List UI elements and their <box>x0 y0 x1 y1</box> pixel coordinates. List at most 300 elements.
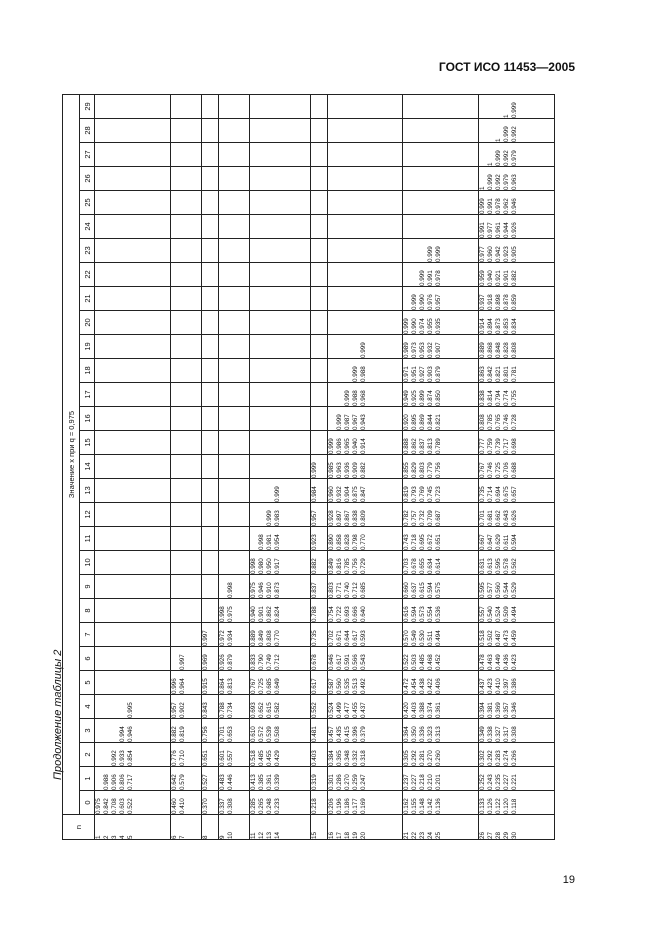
cell-value: 0.991 <box>427 270 435 286</box>
cell-value: 0.756 <box>202 726 210 742</box>
cell-value: 1 <box>487 162 495 166</box>
table-cell <box>479 623 555 647</box>
cell-value <box>479 119 487 142</box>
cell-value: 0.573 <box>419 606 427 622</box>
cell-value: 0.509 <box>503 606 511 622</box>
cell-value: 0.999 <box>495 150 503 166</box>
cell-value <box>95 719 103 742</box>
n-value: 13 <box>266 831 274 839</box>
cell-value: 0.735 <box>479 486 487 502</box>
cell-value: 0.560 <box>335 678 343 694</box>
table-cell <box>403 551 479 575</box>
table-cell <box>202 119 219 143</box>
table-cell <box>95 599 171 623</box>
cell-value: 0.617 <box>351 630 359 646</box>
cell-value: 0.873 <box>274 582 282 598</box>
table-cell <box>479 527 555 551</box>
cell-value: 0.265 <box>258 798 266 814</box>
table-cell <box>218 479 249 503</box>
table-cell <box>327 119 403 143</box>
column-header-29: 29 <box>80 95 95 119</box>
cell-value: 0.527 <box>202 774 210 790</box>
cell-value: 0.889 <box>250 630 258 646</box>
cell-value: 0.745 <box>427 486 435 502</box>
table-body <box>95 95 555 840</box>
table-cell <box>479 359 555 383</box>
cell-value: 0.644 <box>343 630 351 646</box>
table-cell <box>327 791 403 815</box>
cell-value <box>328 359 336 382</box>
cell-value: 0.999 <box>479 198 487 214</box>
cell-value <box>258 479 266 502</box>
cell-value: 0.502 <box>487 630 495 646</box>
cell-value: 0.843 <box>202 702 210 718</box>
cell-value: 0.864 <box>218 678 226 694</box>
cell-value: 0.543 <box>359 654 367 670</box>
table-cell <box>479 599 555 623</box>
cell-value: 1 <box>479 186 487 190</box>
table-cell <box>403 143 479 167</box>
cell-value: 0.906 <box>111 774 118 790</box>
cell-value <box>250 479 258 502</box>
cell-value: 0.963 <box>335 462 343 478</box>
cell-value: 0.999 <box>335 414 343 430</box>
table-cell <box>218 551 249 575</box>
n-values-cell <box>311 815 328 840</box>
n-value: 30 <box>511 831 519 839</box>
cell-value: 0.789 <box>435 438 443 454</box>
cell-value: 1 <box>495 138 503 142</box>
cell-value: 0.957 <box>435 294 443 310</box>
cell-value: 0.803 <box>327 582 335 598</box>
cell-value: 0.928 <box>327 510 335 526</box>
table-cell <box>479 647 555 671</box>
cell-value: 0.681 <box>487 510 495 526</box>
column-header-23: 23 <box>80 239 95 263</box>
n-value: 24 <box>427 831 435 839</box>
table-cell <box>95 359 171 383</box>
cell-value: 0.901 <box>503 270 511 286</box>
cell-value <box>119 695 127 718</box>
cell-value: 0.643 <box>503 510 511 526</box>
cell-value: 0.977 <box>487 222 495 238</box>
n-value: 15 <box>311 831 319 839</box>
table-cell <box>250 239 311 263</box>
table-cell <box>479 455 555 479</box>
table-cell <box>479 119 555 143</box>
table-cell <box>202 431 219 455</box>
cell-value: 0.992 <box>495 174 503 190</box>
page-number: 19 <box>562 874 575 886</box>
column-header-27: 27 <box>80 143 95 167</box>
n-values-cell <box>250 815 311 840</box>
cell-value: 0.999 <box>411 294 419 310</box>
table-cell <box>218 143 249 167</box>
n-values-cell <box>218 815 249 840</box>
cell-value: 0.337 <box>218 798 226 814</box>
table-cell <box>250 335 311 359</box>
table-cell <box>250 479 311 503</box>
table-cell <box>327 383 403 407</box>
n-values-cell <box>327 815 403 840</box>
table-cell <box>479 167 555 191</box>
cell-value: 0.539 <box>266 726 274 742</box>
table-cell <box>403 407 479 431</box>
table-cell <box>479 95 555 119</box>
table-cell <box>202 359 219 383</box>
table-cell <box>327 143 403 167</box>
cell-value <box>479 143 487 166</box>
table-cell <box>218 503 249 527</box>
cell-value: 0.582 <box>274 702 282 718</box>
n-value: 22 <box>411 831 419 839</box>
cell-value: 0.413 <box>250 774 258 790</box>
cell-value: 0.999 <box>266 510 274 526</box>
n-column-header: n <box>63 815 95 840</box>
cell-value: 0.749 <box>266 654 274 670</box>
cell-value: 0.862 <box>411 438 419 454</box>
table-cell <box>311 311 328 335</box>
cell-value: 0.979 <box>511 150 519 166</box>
cell-value: 0.879 <box>226 654 234 670</box>
cell-value: 0.524 <box>327 702 335 718</box>
table-cell <box>95 431 171 455</box>
cell-value: 0.403 <box>411 702 419 718</box>
cell-value: 0.999 <box>511 102 519 118</box>
cell-value: 0.348 <box>343 750 351 766</box>
cell-value: 0.901 <box>258 606 266 622</box>
cell-value: 0.662 <box>495 510 503 526</box>
cell-value: 0.634 <box>427 558 435 574</box>
table-cell <box>403 767 479 791</box>
table-cell <box>202 719 219 743</box>
cell-value <box>111 719 119 742</box>
table-cell <box>311 191 328 215</box>
table-row-group <box>479 95 555 840</box>
table-cell <box>327 431 403 455</box>
cell-value: 0.984 <box>311 486 319 502</box>
table-cell <box>218 407 249 431</box>
cell-value: 0.971 <box>403 366 411 382</box>
cell-value: 0.472 <box>403 678 411 694</box>
cell-value: 0.712 <box>274 654 282 670</box>
cell-value: 0.957 <box>311 510 319 526</box>
n-value: 28 <box>495 831 503 839</box>
cell-value: 0.361 <box>435 702 443 718</box>
table-cell <box>95 167 171 191</box>
table-cell <box>403 527 479 551</box>
table-cell <box>403 743 479 767</box>
cell-value: 0.557 <box>226 750 234 766</box>
cell-value: 0.722 <box>335 606 343 622</box>
cell-value: 0.675 <box>503 486 511 502</box>
n-value: 25 <box>435 831 443 839</box>
cell-value: 0.998 <box>258 534 266 550</box>
cell-value: 0.914 <box>359 438 367 454</box>
cell-value <box>403 239 411 262</box>
table-cell <box>327 719 403 743</box>
cell-value: 0.237 <box>403 774 411 790</box>
cell-value: 0.997 <box>202 630 210 646</box>
cell-value: 0.615 <box>419 582 427 598</box>
cell-value: 0.339 <box>274 774 282 790</box>
cell-value: 0.487 <box>495 630 503 646</box>
cell-value: 0.767 <box>479 462 487 478</box>
cell-value: 0.410 <box>495 678 503 694</box>
cell-value: 0.746 <box>487 462 495 478</box>
table-cell <box>479 239 555 263</box>
column-header-5: 5 <box>80 671 95 695</box>
table-cell <box>170 191 201 215</box>
cell-value <box>95 695 103 718</box>
cell-value: 0.785 <box>487 414 495 430</box>
cell-value: 0.946 <box>127 726 134 742</box>
cell-value: 0.829 <box>411 462 419 478</box>
cell-value: 0.540 <box>487 606 495 622</box>
cell-value: 0.196 <box>335 798 343 814</box>
cell-value: 0.313 <box>435 726 443 742</box>
cell-value: 0.454 <box>411 678 419 694</box>
cell-value: 0.813 <box>226 678 234 694</box>
cell-value: 0.270 <box>343 774 351 790</box>
cell-value: 0.910 <box>266 582 274 598</box>
cell-value: 0.708 <box>111 798 118 814</box>
table-cell <box>218 335 249 359</box>
table-cell <box>202 455 219 479</box>
table-cell <box>403 191 479 215</box>
table-cell <box>218 239 249 263</box>
cell-value: 0.701 <box>479 510 487 526</box>
cell-value <box>479 95 487 118</box>
cell-value <box>403 263 411 286</box>
cell-value: 0.735 <box>311 630 319 646</box>
cell-value: 0.647 <box>487 534 495 550</box>
cell-value <box>487 119 495 142</box>
column-header-25: 25 <box>80 191 95 215</box>
cell-value: 0.336 <box>419 726 427 742</box>
cell-value: 0.729 <box>359 558 367 574</box>
cell-value <box>103 719 111 742</box>
table-cell <box>311 455 328 479</box>
cell-value: 0.915 <box>202 678 210 694</box>
cell-value <box>352 335 360 358</box>
table-cell <box>403 695 479 719</box>
table-cell <box>403 311 479 335</box>
cell-value: 0.849 <box>327 558 335 574</box>
table-cell <box>95 407 171 431</box>
table-cell <box>327 575 403 599</box>
table-cell <box>95 383 171 407</box>
table-cell <box>95 647 171 671</box>
cell-value: 0.126 <box>487 798 495 814</box>
cell-value: 0.863 <box>479 366 487 382</box>
table-cell <box>250 767 311 791</box>
cell-value: 0.946 <box>258 582 266 598</box>
cell-value: 0.999 <box>403 318 411 334</box>
cell-value: 0.781 <box>511 366 519 382</box>
table-cell <box>250 455 311 479</box>
table-cell <box>479 791 555 815</box>
table-cell <box>327 239 403 263</box>
cell-value: 0.646 <box>327 654 335 670</box>
cell-value: 0.940 <box>250 606 258 622</box>
table-cell <box>202 671 219 695</box>
cell-value: 0.882 <box>511 270 519 286</box>
table-cell <box>202 575 219 599</box>
column-header-4: 4 <box>80 695 95 719</box>
cell-value <box>419 239 427 262</box>
cell-value: 0.594 <box>411 606 419 622</box>
table-cell <box>403 287 479 311</box>
table-cell <box>202 407 219 431</box>
cell-value: 0.949 <box>403 390 411 406</box>
column-header-28: 28 <box>80 119 95 143</box>
table-cell <box>311 671 328 695</box>
table-cell <box>327 503 403 527</box>
cell-value: 0.995 <box>127 702 134 718</box>
cell-value: 0.666 <box>351 606 359 622</box>
table-cell <box>95 191 171 215</box>
table-cell <box>170 527 201 551</box>
cell-value: 0.824 <box>274 606 282 622</box>
table-cell <box>202 383 219 407</box>
table-cell <box>479 287 555 311</box>
cell-value: 0.967 <box>351 414 359 430</box>
cell-value: 0.858 <box>335 534 343 550</box>
table-cell <box>202 335 219 359</box>
table-cell <box>327 455 403 479</box>
cell-value <box>336 359 344 382</box>
cell-value <box>336 383 344 406</box>
n-value: 5 <box>127 835 134 839</box>
table-cell <box>95 671 171 695</box>
table-cell <box>95 479 171 503</box>
cell-value: 0.524 <box>495 606 503 622</box>
cell-value: 0.631 <box>479 558 487 574</box>
cell-value: 0.169 <box>359 798 367 814</box>
cell-value: 0.814 <box>487 390 495 406</box>
table-cell <box>327 407 403 431</box>
cell-value: 0.305 <box>403 750 411 766</box>
table-cell <box>202 743 219 767</box>
cell-value: 0.739 <box>495 438 503 454</box>
n-value: 8 <box>202 835 210 839</box>
cell-value: 0.999 <box>343 390 351 406</box>
table-cell <box>170 119 201 143</box>
column-header-21: 21 <box>80 287 95 311</box>
table-cell <box>170 671 201 695</box>
table-cell <box>311 431 328 455</box>
cell-value: 0.468 <box>427 654 435 670</box>
cell-value: 0.904 <box>343 486 351 502</box>
cell-value <box>403 287 411 310</box>
table-cell <box>311 167 328 191</box>
table-cell <box>403 599 479 623</box>
cell-value: 0.370 <box>202 798 210 814</box>
table-cell <box>250 407 311 431</box>
cell-value: 0.577 <box>487 582 495 598</box>
table-cell <box>311 239 328 263</box>
cell-value: 0.642 <box>170 774 178 790</box>
cell-value: 0.410 <box>178 798 186 814</box>
cell-value: 0.703 <box>403 558 411 574</box>
table-cell <box>202 143 219 167</box>
cell-value: 0.688 <box>511 462 519 478</box>
table-cell <box>202 623 219 647</box>
cell-value: 0.485 <box>419 654 427 670</box>
cell-value: 0.717 <box>503 438 511 454</box>
cell-value: 0.614 <box>435 558 443 574</box>
cell-value: 0.725 <box>258 678 266 694</box>
cell-value <box>171 647 179 670</box>
table-cell <box>479 743 555 767</box>
n-value: 12 <box>258 831 266 839</box>
table-cell <box>218 191 249 215</box>
cell-value <box>344 335 352 358</box>
cell-value: 0.626 <box>511 510 519 526</box>
column-header-22: 22 <box>80 263 95 287</box>
cell-value: 0.954 <box>274 534 282 550</box>
cell-value: 0.319 <box>311 774 319 790</box>
cell-value <box>487 95 495 118</box>
cell-value: 0.657 <box>511 486 519 502</box>
cell-value: 0.955 <box>427 318 435 334</box>
table-cell <box>327 551 403 575</box>
cell-value: 0.925 <box>411 390 419 406</box>
table-cell <box>95 767 171 791</box>
cell-value: 0.292 <box>411 750 419 766</box>
n-value: 9 <box>218 835 226 839</box>
table-cell <box>170 791 201 815</box>
cell-value <box>250 503 258 526</box>
cell-value: 0.227 <box>503 774 511 790</box>
table-cell <box>479 551 555 575</box>
column-header-10: 10 <box>80 551 95 575</box>
n-value: 27 <box>487 831 495 839</box>
cell-value: 0.601 <box>218 750 226 766</box>
n-values-cell <box>202 815 219 840</box>
cell-value: 0.429 <box>274 750 282 766</box>
cell-value: 0.227 <box>411 774 419 790</box>
table-cell <box>218 455 249 479</box>
cell-value: 0.415 <box>343 726 351 742</box>
cell-value <box>103 743 111 766</box>
cell-value: 0.981 <box>266 534 274 550</box>
cell-value: 0.201 <box>435 774 443 790</box>
cell-value: 0.308 <box>511 726 519 742</box>
cell-value: 0.603 <box>119 798 126 814</box>
table-cell <box>218 791 249 815</box>
table-cell <box>250 431 311 455</box>
table-cell <box>170 575 201 599</box>
cell-value: 0.833 <box>250 654 258 670</box>
cell-value: 0.980 <box>258 558 266 574</box>
rotated-table-container <box>62 94 555 840</box>
cell-value: 0.983 <box>274 510 282 526</box>
cell-value: 0.994 <box>119 726 126 742</box>
cell-value: 0.990 <box>419 294 427 310</box>
cell-value: 0.364 <box>403 726 411 742</box>
cell-value: 0.923 <box>503 246 511 262</box>
table-cell <box>250 143 311 167</box>
cell-value: 0.889 <box>479 342 487 358</box>
table-cell <box>170 767 201 791</box>
table-cell <box>479 407 555 431</box>
cell-value <box>266 479 274 502</box>
cell-value: 0.332 <box>351 750 359 766</box>
table-cell <box>95 527 171 551</box>
cell-value: 0.436 <box>503 654 511 670</box>
